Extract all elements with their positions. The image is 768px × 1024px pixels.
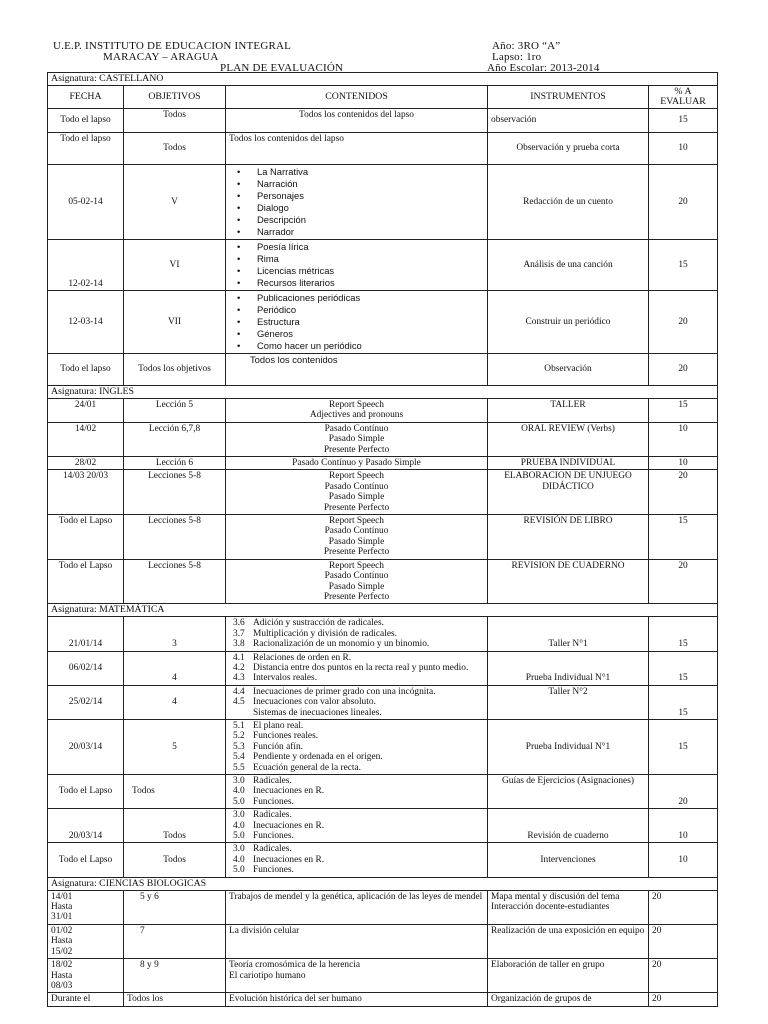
content-list [229, 721, 484, 773]
table-row [48, 993, 718, 1006]
cell-objetivo: Lección 6,7,8 [124, 422, 226, 456]
cell-porcentaje: 15 [649, 719, 718, 774]
cell-objetivo: 4 [124, 685, 226, 719]
list-item: 3.0 Radicales. [233, 844, 292, 855]
cell-porcentaje: 10 [649, 133, 718, 165]
content-line: Pasado Simple [328, 492, 385, 503]
cell-contenido [226, 470, 488, 515]
cell-fecha: Todo el Lapso [48, 559, 124, 604]
list-item: 5.3 Función afín. [233, 741, 303, 752]
cell-fecha: Todo el Lapso [48, 515, 124, 560]
list-item: • Narrador [237, 226, 484, 238]
cell-porcentaje: 15 [649, 109, 718, 133]
cell-objetivo: Todos [124, 843, 226, 877]
cell-fecha: 20/03/14 [48, 719, 124, 774]
section-title: Asignatura: CASTELLANO [48, 73, 718, 86]
cell-porcentaje: 20 [649, 924, 718, 958]
cell-fecha: Durante el [48, 993, 124, 1006]
cell-porcentaje: 20 [649, 993, 718, 1006]
table-row [48, 617, 718, 651]
list-item: 3.0 Radicales. [233, 810, 292, 821]
cell-contenido [226, 809, 488, 843]
cell-porcentaje: 15 [649, 399, 718, 423]
cell-objetivo: Todos [124, 775, 226, 809]
list-item: • Descripción [237, 214, 484, 226]
cell-porcentaje: 10 [649, 809, 718, 843]
content-line: Pasado Contínuo [324, 423, 389, 434]
list-item: • Dialogo [237, 202, 484, 214]
cell-fecha: 24/01 [48, 399, 124, 423]
cell-porcentaje: 15 [649, 685, 718, 719]
col-porcentaje: % A EVALUAR [649, 86, 718, 109]
column-header-row [48, 86, 718, 109]
plan-title: PLAN DE EVALUACIÓN [220, 62, 344, 74]
cell-porcentaje: 20 [649, 559, 718, 604]
cell-instrumento: Taller N°1 [488, 617, 649, 651]
cell-contenido [226, 843, 488, 877]
cell-instrumento: Taller N°2 [488, 685, 649, 719]
content-list [229, 810, 484, 841]
school-city: MARACAY – ARAGUA [103, 51, 219, 63]
table-row [48, 843, 718, 877]
table-row [48, 165, 718, 240]
cell-contenido [226, 775, 488, 809]
cell-contenido [226, 422, 488, 456]
cell-instrumento: Análisis de una canción [488, 240, 649, 291]
cell-instrumento: Prueba Individual N°1 [488, 651, 649, 685]
cell-contenido [226, 515, 488, 560]
cell-instrumento: PRUEBA INDIVIDUAL [488, 457, 649, 470]
cell-contenido [226, 685, 488, 719]
cell-objetivo: 5 y 6 [124, 890, 226, 924]
cell-fecha: Todo el lapso [48, 354, 124, 386]
cell-contenido [226, 240, 488, 291]
table-row [48, 685, 718, 719]
table-row [48, 133, 718, 165]
cell-contenido: Todos los contenidos del lapso [226, 133, 488, 165]
content-line: Report Speech [329, 516, 384, 527]
list-item: • La Narrativa [237, 166, 484, 178]
list-item: 5.0 Funciones. [233, 796, 294, 807]
cell-porcentaje: 15 [649, 240, 718, 291]
cell-objetivo: Todos [124, 809, 226, 843]
cell-porcentaje: 15 [649, 617, 718, 651]
cell-instrumento: ORAL REVIEW (Verbs) [488, 422, 649, 456]
list-item: 4.0 Inecuaciones en R. [233, 854, 325, 865]
list-item: 3.0 Radicales. [233, 776, 292, 786]
list-item: 4.0 Inecuaciones en R. [233, 786, 325, 797]
cell-instrumento: Observación y prueba corta [488, 133, 649, 165]
content-list [229, 618, 484, 649]
cell-contenido [226, 559, 488, 604]
cell-fecha: 06/02/14 [48, 651, 124, 685]
cell-objetivo: Lecciones 5-8 [124, 515, 226, 560]
list-item: • Recursos literarios [237, 277, 484, 289]
list-item: • Géneros [237, 328, 484, 340]
cell-porcentaje: 10 [649, 457, 718, 470]
list-item: 5.1 El plano real. [233, 720, 304, 731]
content-line: Presente Perfecto [323, 502, 390, 513]
cell-instrumento: Construir un periódico [488, 291, 649, 354]
table-row [48, 109, 718, 133]
table-row [48, 809, 718, 843]
cell-porcentaje: 20 [649, 291, 718, 354]
col-instrumentos: INSTRUMENTOS [488, 86, 649, 109]
content-list [229, 292, 484, 352]
cell-objetivo: Todos [124, 109, 226, 133]
content-line: Report Speech [329, 471, 384, 482]
list-item: • Rima [237, 253, 484, 265]
list-item: Sistemas de inecuaciones lineales. [253, 707, 382, 718]
list-item: 5.5 Ecuación general de la recta. [233, 762, 362, 773]
list-item: • Periódico [237, 304, 484, 316]
cell-fecha: 20/03/14 [48, 809, 124, 843]
cell-objetivo: Lección 5 [124, 399, 226, 423]
content-list [229, 653, 484, 684]
cell-contenido: Trabajos de mendel y la genética, aplicación de las leyes de mendel [226, 890, 488, 924]
list-item: 3.8 Racionalización de un monomio y un binomio. [233, 639, 430, 650]
cell-porcentaje: 20 [649, 470, 718, 515]
content-line: Pasado Simple [328, 434, 385, 445]
content-line: Adjectives and pronouns [309, 410, 404, 421]
table-row [48, 457, 718, 470]
list-item: 4.0 Inecuaciones en R. [233, 820, 325, 831]
cell-contenido: Teoría cromosómica de la herencia El cariotipo humano [226, 959, 488, 993]
cell-objetivo: 5 [124, 719, 226, 774]
list-item: 3.7 Multiplicación y división de radicales. [233, 628, 397, 639]
table-row [48, 559, 718, 604]
cell-instrumento: TALLER [488, 399, 649, 423]
content-list [229, 776, 484, 807]
table-row [48, 240, 718, 291]
cell-instrumento: Organización de grupos de [488, 993, 649, 1006]
content-line: Pasado Simple [328, 581, 385, 592]
cell-fecha: 14/02 [48, 422, 124, 456]
col-contenidos: CONTENIDOS [226, 86, 488, 109]
content-list [229, 844, 484, 875]
evaluation-plan-table [47, 72, 718, 1007]
cell-objetivo: 8 y 9 [124, 959, 226, 993]
list-item: • Poesía lírica [237, 241, 484, 253]
cell-objetivo: V [124, 165, 226, 240]
school-year-label: Año Escolar: 2013-2014 [487, 62, 600, 74]
section-biologicas [48, 877, 718, 890]
table-row [48, 890, 718, 924]
content-line: Presente Perfecto [323, 444, 390, 455]
list-item: • Narración [237, 178, 484, 190]
cell-objetivo: VII [124, 291, 226, 354]
cell-objetivo: 7 [124, 924, 226, 958]
cell-porcentaje: 15 [649, 651, 718, 685]
list-item: • Publicaciones periódicas [237, 292, 484, 304]
cell-porcentaje: 20 [649, 890, 718, 924]
grade-label: Año: 3RO “A” [492, 40, 561, 52]
table-row [48, 775, 718, 809]
list-item: 4.4 Inecuaciones de primer grado con una incógnita. [233, 686, 436, 697]
cell-fecha: 28/02 [48, 457, 124, 470]
cell-instrumento: observación [488, 109, 649, 133]
cell-fecha: 12-02-14 [48, 240, 124, 291]
cell-fecha: 18/02 Hasta 08/03 [48, 959, 124, 993]
cell-objetivo: Lección 6 [124, 457, 226, 470]
col-objetivos: OBJETIVOS [124, 86, 226, 109]
table-row [48, 422, 718, 456]
cell-contenido: La división celular [226, 924, 488, 958]
list-item: • Como hacer un periódico [237, 340, 484, 352]
cell-contenido [226, 617, 488, 651]
content-line: Pasado Contínuo [324, 571, 389, 582]
cell-contenido: Todos los contenidos del lapso [226, 109, 488, 133]
cell-fecha: Todo el Lapso [48, 775, 124, 809]
list-item: • Licencias métricas [237, 265, 484, 277]
school-name: U.E.P. INSTITUTO DE EDUCACION INTEGRAL [53, 40, 292, 52]
cell-porcentaje: 20 [649, 354, 718, 386]
list-item: 5.0 Funciones. [233, 831, 294, 842]
table-row [48, 470, 718, 515]
table-row [48, 515, 718, 560]
cell-instrumento: Elaboración de taller en grupo [488, 959, 649, 993]
list-item: 5.2 Funciones reales. [233, 731, 319, 742]
content-list [229, 166, 484, 238]
list-item: • Personajes [237, 190, 484, 202]
cell-objetivo: Lecciones 5-8 [124, 559, 226, 604]
content-line: Pasado Contínuo [324, 481, 389, 492]
cell-contenido: Pasado Contínuo y Pasado Simple [226, 457, 488, 470]
table-row [48, 354, 718, 386]
table-row [48, 399, 718, 423]
cell-instrumento: Guías de Ejercicios (Asignaciones) [488, 775, 649, 809]
col-fecha: FECHA [48, 86, 124, 109]
cell-fecha: 21/01/14 [48, 617, 124, 651]
list-item: 5.4 Pendiente y ordenada en el origen. [233, 752, 383, 763]
list-item: 4.3 Intervalos reales. [233, 673, 318, 684]
cell-instrumento: Prueba Individual N°1 [488, 719, 649, 774]
cell-fecha: Todo el lapso [48, 133, 124, 165]
cell-instrumento: Mapa mental y discusión del tema Interacción docente-estudiantes [488, 890, 649, 924]
cell-objetivo: VI [124, 240, 226, 291]
cell-objetivo: 4 [124, 651, 226, 685]
section-title: Asignatura: MATEMÁTICA [48, 604, 718, 617]
cell-fecha: 05-02-14 [48, 165, 124, 240]
cell-instrumento: REVISION DE CUADERNO [488, 559, 649, 604]
cell-contenido [226, 399, 488, 423]
content-line: Presente Perfecto [323, 591, 390, 602]
content-line: Report Speech [329, 400, 384, 410]
content-list [229, 241, 484, 289]
cell-objetivo: 3 [124, 617, 226, 651]
table-row [48, 291, 718, 354]
list-item: 4.2 Distancia entre dos puntos en la recta real y punto medio. [233, 662, 469, 673]
cell-objetivo: Todos [124, 133, 226, 165]
cell-contenido [226, 719, 488, 774]
table-row [48, 651, 718, 685]
cell-instrumento: Realización de una exposición en equipo [488, 924, 649, 958]
section-title: Asignatura: INGLES [48, 386, 718, 399]
section-ingles [48, 386, 718, 399]
list-item: 4.5 Inecuaciones con valor absoluto. [233, 697, 376, 708]
cell-contenido [226, 291, 488, 354]
cell-contenido: Evolución histórica del ser humano [226, 993, 488, 1006]
list-item: 4.1 Relaciones de orden en R. [233, 652, 352, 663]
cell-porcentaje: 10 [649, 843, 718, 877]
cell-instrumento: Observación [488, 354, 649, 386]
content-line: Pasado Contínuo [324, 526, 389, 537]
section-matematica [48, 604, 718, 617]
cell-fecha: Todo el Lapso [48, 843, 124, 877]
content-line: Report Speech [329, 560, 384, 571]
cell-porcentaje: 20 [649, 775, 718, 809]
table-row [48, 719, 718, 774]
term-label: Lapso: 1ro [492, 51, 542, 63]
cell-contenido: Todos los contenidos [226, 354, 488, 386]
cell-fecha: Todo el lapso [48, 109, 124, 133]
cell-instrumento: Redacción de un cuento [488, 165, 649, 240]
cell-fecha: 01/02 Hasta 15/02 [48, 924, 124, 958]
cell-porcentaje: 20 [649, 165, 718, 240]
content-line: Presente Perfecto [323, 547, 390, 558]
cell-instrumento: ELABORACION DE UNJUEGO DIDÁCTICO [488, 470, 649, 515]
table-row [48, 959, 718, 993]
cell-instrumento: Intervenciones [488, 843, 649, 877]
cell-contenido [226, 165, 488, 240]
cell-porcentaje: 20 [649, 959, 718, 993]
list-item: 3.6 Adición y sustracción de radicales. [233, 618, 384, 629]
cell-instrumento: REVISIÓN DE LIBRO [488, 515, 649, 560]
cell-objetivo: Lecciones 5-8 [124, 470, 226, 515]
content-list [229, 687, 484, 718]
list-item: • Estructura [237, 316, 484, 328]
cell-porcentaje: 10 [649, 422, 718, 456]
section-castellano [48, 73, 718, 86]
list-item: 5.0 Funciones. [233, 865, 294, 876]
cell-instrumento: Revisión de cuaderno [488, 809, 649, 843]
cell-contenido [226, 651, 488, 685]
table-row [48, 924, 718, 958]
cell-fecha: 25/02/14 [48, 685, 124, 719]
cell-objetivo: Todos los objetivos [124, 354, 226, 386]
section-title: Asignatura: CIENCIAS BIOLOGICAS [48, 877, 718, 890]
content-line: Pasado Simple [328, 536, 385, 547]
cell-fecha: 12-03-14 [48, 291, 124, 354]
cell-porcentaje: 15 [649, 515, 718, 560]
cell-fecha: 14/01 Hasta 31/01 [48, 890, 124, 924]
cell-fecha: 14/03 20/03 [48, 470, 124, 515]
cell-objetivo: Todos los [124, 993, 226, 1006]
